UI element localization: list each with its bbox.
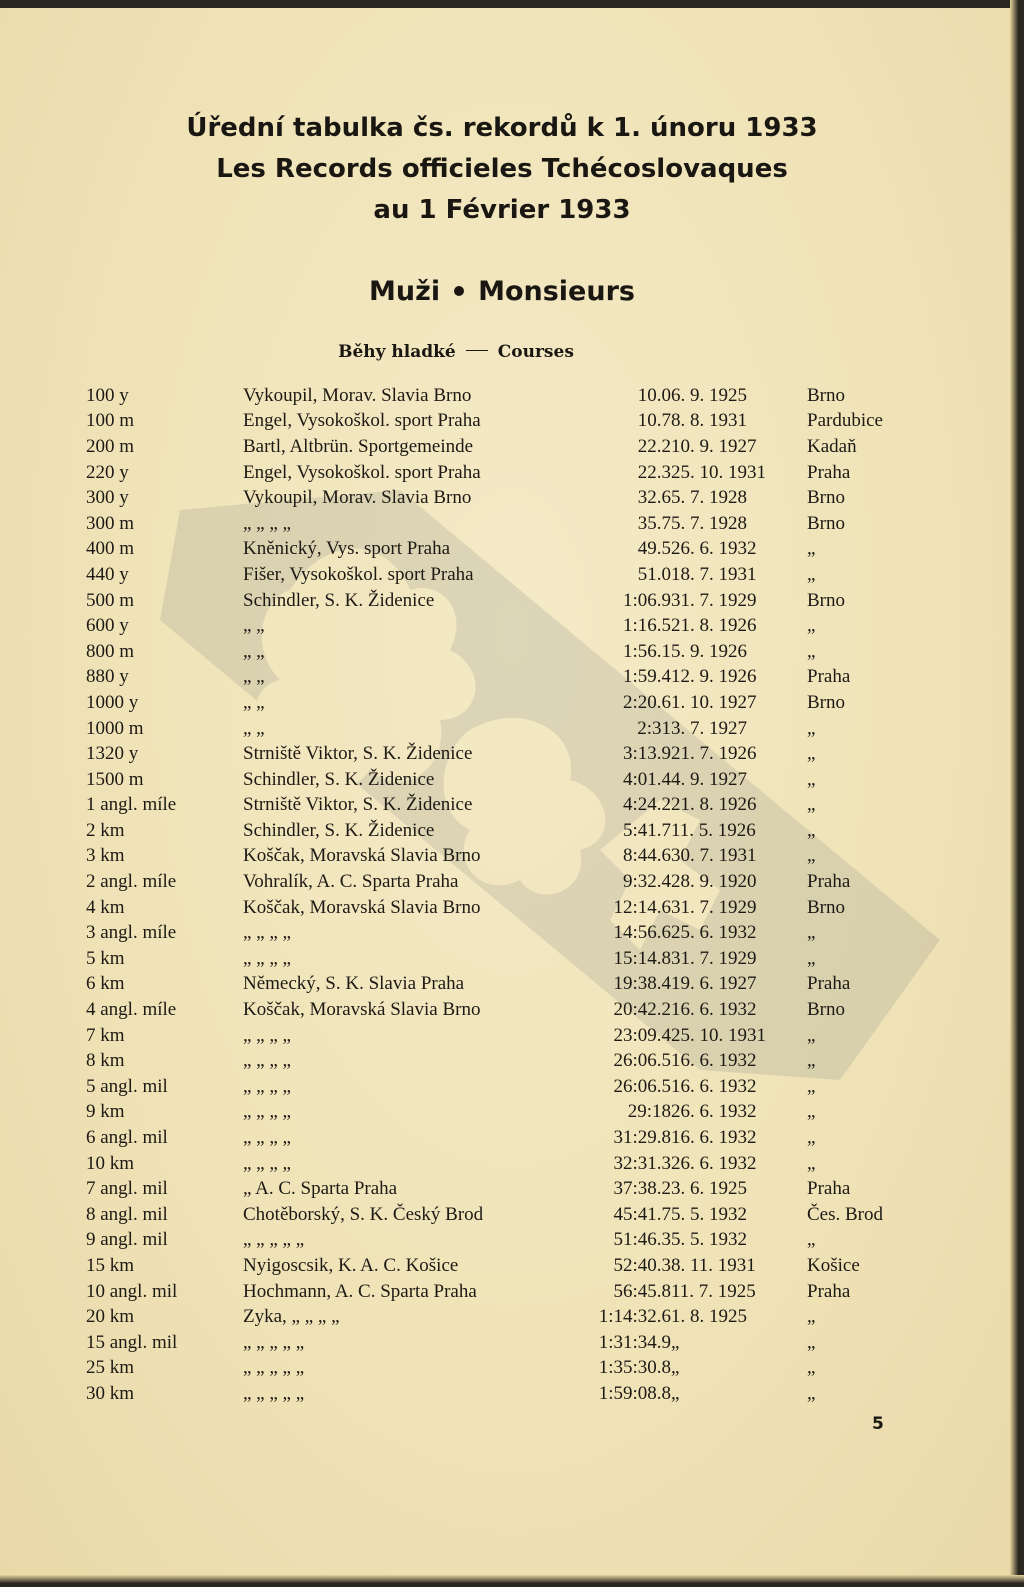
record-date: 5. 9. 1926 [671,640,747,662]
table-row [86,946,917,972]
record-distance: 2 km [86,819,125,841]
record-distance: 3 km [86,845,125,867]
record-date: 30. 7. 1931 [671,845,757,867]
section-title [0,276,1004,307]
record-date: 1. 8. 1925 [671,1306,747,1328]
record-distance: 600 y [86,615,129,637]
record-place: Brno [807,999,845,1021]
record-time: 32.6 [637,487,671,509]
record-holder: „ „ [243,717,265,739]
record-distance: 300 m [86,512,135,534]
record-date: 18. 7. 1931 [671,563,757,585]
record-time: 1:31:34.9 [598,1331,671,1353]
table-row [86,818,917,844]
table-row [86,895,917,921]
record-distance: 500 m [86,589,135,611]
page-number: 5 [872,1414,884,1434]
record-holder: „ „ „ „ „ [243,1357,305,1379]
table-row [86,793,917,819]
table-row [86,844,917,870]
record-place: Pardubice [807,410,883,432]
record-holder: Strniště Viktor, S. K. Židenice [243,743,473,765]
table-row [86,920,917,946]
record-distance: 6 angl. mil [86,1127,168,1149]
record-date: „ [671,1382,680,1404]
record-date: 16. 6. 1932 [671,999,757,1021]
record-date: „ [671,1357,680,1379]
table-row [86,665,917,691]
table-row [86,1253,917,1279]
record-distance: 3 angl. míle [86,922,177,944]
records-table [86,383,917,1407]
record-distance: 300 y [86,487,129,509]
table-row [86,1125,917,1151]
table-row [86,1023,917,1049]
record-distance: 20 km [86,1306,135,1328]
record-holder: „ „ „ „ [243,947,291,969]
table-row [86,1381,917,1407]
record-time: 5:41.7 [622,819,671,841]
table-row [86,869,917,895]
record-place: Praha [807,1178,851,1200]
record-date: 5. 7. 1928 [671,512,747,534]
record-distance: 10 angl. mil [86,1280,178,1302]
record-date: 12. 9. 1926 [671,666,757,688]
record-holder: Kněnický, Vys. sport Praha [243,538,451,560]
record-place: Brno [807,487,845,509]
record-distance: 100 m [86,410,135,432]
record-distance: 440 y [86,563,129,585]
record-holder: „ „ [243,640,265,662]
table-row [86,562,917,588]
record-holder: Fišer, Vysokoškol. sport Praha [243,563,474,585]
record-distance: 1000 y [86,691,139,713]
record-date: 28. 9. 1920 [671,871,757,893]
record-time: 1:06.9 [622,589,671,611]
record-distance: 4 km [86,896,125,918]
record-distance: 1 angl. míle [86,794,177,816]
record-holder: Schindler, S. K. Židenice [243,768,435,790]
record-date: 3. 7. 1927 [671,717,747,739]
record-holder: Engel, Vysokoškol. sport Praha [243,461,481,483]
record-distance: 220 y [86,461,129,483]
record-time: 29:18 [627,1101,671,1123]
record-time: 56:45.8 [613,1280,671,1302]
record-holder: „ A. C. Sparta Praha [243,1178,398,1200]
record-time: 51:46.3 [613,1229,671,1251]
record-distance: 30 km [86,1382,135,1404]
title-line-2: Les Records officieles Tchécoslovaques [216,154,788,184]
record-place: „ [807,538,816,560]
record-place: „ [807,1306,816,1328]
record-time: 37:38.2 [613,1178,671,1200]
record-place: Praha [807,1280,851,1302]
record-date: 5. 5. 1932 [671,1203,747,1225]
record-distance: 25 km [86,1357,135,1379]
record-holder: Vohralík, A. C. Sparta Praha [243,871,459,893]
table-row [86,1330,917,1356]
table-row [86,997,917,1023]
record-time: 15:14.8 [613,947,671,969]
record-holder: Chotěborský, S. K. Český Brod [243,1203,484,1225]
record-distance: 9 km [86,1101,125,1123]
table-row [86,716,917,742]
subsection-title-left: Běhy hladké [338,342,456,362]
record-date: 16. 6. 1932 [671,1127,757,1149]
record-distance: 15 km [86,1254,135,1276]
record-place: Brno [807,896,845,918]
record-time: 1:35:30.8 [598,1357,671,1379]
record-holder: Vykoupil, Morav. Slavia Brno [243,384,472,406]
record-distance: 800 m [86,640,135,662]
record-holder: „ „ „ „ [243,1101,291,1123]
table-row [86,972,917,998]
record-distance: 10 km [86,1152,135,1174]
record-time: 49.5 [637,538,671,560]
record-place: „ [807,819,816,841]
record-date: 1. 10. 1927 [671,691,757,713]
record-time: 2:20.6 [622,691,671,713]
record-time: 1:14:32.6 [598,1306,671,1328]
record-place: Brno [807,691,845,713]
record-holder: „ „ „ „ [243,1024,291,1046]
table-row [86,409,917,435]
section-title-left: Muži [369,276,441,307]
table-row [86,434,917,460]
record-date: 25. 10. 1931 [671,461,766,483]
record-place: Čes. Brod [807,1203,883,1225]
record-date: 16. 6. 1932 [671,1050,757,1072]
record-time: 4:24.2 [622,794,671,816]
record-place: „ [807,743,816,765]
dash-separator [466,350,488,351]
record-distance: 7 angl. mil [86,1178,168,1200]
record-distance: 8 angl. mil [86,1203,168,1225]
record-place: „ [807,1050,816,1072]
record-holder: „ „ „ „ [243,512,291,534]
record-place: „ [807,563,816,585]
record-distance: 5 angl. mil [86,1075,168,1097]
table-row [86,767,917,793]
record-place: Košice [807,1254,860,1276]
records-table-body [86,383,917,1407]
record-holder: „ „ „ „ [243,922,291,944]
record-distance: 5 km [86,947,125,969]
scan-edge-right [1010,0,1024,1587]
record-place: „ [807,947,816,969]
record-place: „ [807,845,816,867]
record-time: 51.0 [637,563,671,585]
record-time: 4:01.4 [622,768,671,790]
table-row [86,1176,917,1202]
table-row [86,1074,917,1100]
record-place: Brno [807,384,845,406]
record-date: 11. 7. 1925 [671,1280,756,1302]
record-time: 22.2 [637,435,671,457]
scan-edge-top [0,0,1024,8]
record-holder: Hochmann, A. C. Sparta Praha [243,1280,477,1302]
record-holder: „ „ „ „ [243,1075,291,1097]
record-holder: „ „ [243,666,265,688]
record-place: Praha [807,871,851,893]
record-holder: „ „ [243,615,265,637]
record-holder: Vykoupil, Morav. Slavia Brno [243,487,472,509]
record-time: 22.3 [637,461,671,483]
table-row [86,1151,917,1177]
bullet-separator [454,286,464,296]
record-time: 31:29.8 [613,1127,671,1149]
title-line-1: Úřední tabulka čs. rekordů k 1. únoru 1933 [186,113,818,143]
record-date: „ [671,1331,680,1353]
record-time: 23:09.4 [613,1024,671,1046]
record-holder: Zyka, „ „ „ „ [243,1306,340,1328]
record-time: 14:56.6 [613,922,671,944]
record-time: 10.7 [637,410,671,432]
record-date: 31. 7. 1929 [671,947,757,969]
record-holder: „ „ „ „ „ [243,1331,305,1353]
record-holder: „ „ „ „ „ [243,1229,305,1251]
record-place: „ [807,1101,816,1123]
record-date: 26. 6. 1932 [671,1101,757,1123]
record-date: 31. 7. 1929 [671,589,757,611]
record-time: 45:41.7 [613,1203,671,1225]
record-time: 26:06.5 [613,1050,671,1072]
record-holder: Schindler, S. K. Židenice [243,819,435,841]
record-time: 10.0 [637,384,671,406]
record-distance: 1320 y [86,743,139,765]
record-distance: 1000 m [86,717,144,739]
subsection-title-right: Courses [497,342,574,362]
record-place: „ [807,1229,816,1251]
record-time: 1:56.1 [622,640,671,662]
record-time: 19:38.4 [613,973,671,995]
table-row [86,1356,917,1382]
record-time: 32:31.3 [613,1152,671,1174]
record-holder: Strniště Viktor, S. K. Židenice [243,794,473,816]
record-place: „ [807,1127,816,1149]
record-distance: 6 km [86,973,125,995]
record-place: „ [807,794,816,816]
section-title-right: Monsieurs [478,276,635,307]
record-holder: „ „ „ „ [243,1152,291,1174]
table-row [86,511,917,537]
record-date: 8. 11. 1931 [671,1254,756,1276]
record-time: 20:42.2 [613,999,671,1021]
record-time: 35.7 [637,512,671,534]
record-date: 21. 8. 1926 [671,794,757,816]
record-place: Brno [807,512,845,534]
record-date: 3. 6. 1925 [671,1178,747,1200]
record-distance: 200 m [86,435,135,457]
record-holder: „ „ „ „ [243,1127,291,1149]
record-holder: „ „ „ „ [243,1050,291,1072]
record-date: 26. 6. 1932 [671,538,757,560]
record-place: „ [807,1075,816,1097]
record-time: 1:16.5 [622,615,671,637]
record-place: „ [807,1382,816,1404]
title-line-3: au 1 Février 1933 [373,195,631,225]
record-date: 21. 7. 1926 [671,743,757,765]
record-distance: 15 angl. mil [86,1331,178,1353]
record-holder: Koščak, Moravská Slavia Brno [243,896,481,918]
table-row [86,460,917,486]
table-row [86,741,917,767]
table-row [86,1100,917,1126]
record-time: 12:14.6 [613,896,671,918]
record-holder: „ „ [243,691,265,713]
table-row [86,690,917,716]
record-date: 8. 8. 1931 [671,410,747,432]
record-holder: Engel, Vysokoškol. sport Praha [243,410,481,432]
table-row [86,1048,917,1074]
record-holder: Nyigoscsik, K. A. C. Košice [243,1254,459,1276]
scan-edge-bottom [0,1575,1024,1587]
record-place: Brno [807,589,845,611]
record-place: Praha [807,666,851,688]
record-time: 9:32.4 [622,871,671,893]
record-date: 16. 6. 1932 [671,1075,757,1097]
table-row [86,1202,917,1228]
record-holder: Německý, S. K. Slavia Praha [243,973,465,995]
record-place: „ [807,1152,816,1174]
record-time: 26:06.5 [613,1075,671,1097]
record-distance: 100 y [86,384,129,406]
record-time: 2:31 [637,717,671,739]
table-row [86,613,917,639]
record-time: 1:59.4 [622,666,671,688]
record-place: „ [807,768,816,790]
record-place: „ [807,1331,816,1353]
record-date: 5. 5. 1932 [671,1229,747,1251]
record-distance: 880 y [86,666,129,688]
record-time: 1:59:08.8 [598,1382,671,1404]
record-place: „ [807,922,816,944]
record-distance: 9 angl. mil [86,1229,168,1251]
table-row [86,485,917,511]
table-row [86,1279,917,1305]
record-distance: 1500 m [86,768,144,790]
record-time: 52:40.3 [613,1254,671,1276]
table-row [86,383,917,409]
table-row [86,588,917,614]
record-date: 25. 6. 1932 [671,922,757,944]
record-date: 31. 7. 1929 [671,896,757,918]
record-holder: Koščak, Moravská Slavia Brno [243,999,481,1021]
table-row [86,1304,917,1330]
record-date: 26. 6. 1932 [671,1152,757,1174]
record-place: „ [807,717,816,739]
record-date: 25. 10. 1931 [671,1024,766,1046]
record-holder: Bartl, Altbrün. Sportgemeinde [243,435,474,457]
subsection-title [0,342,912,362]
record-distance: 8 km [86,1050,125,1072]
record-place: Kadaň [807,435,857,457]
record-distance: 400 m [86,538,135,560]
record-date: 10. 9. 1927 [671,435,757,457]
record-time: 3:13.9 [622,743,671,765]
record-place: „ [807,1024,816,1046]
record-date: 4. 9. 1927 [671,768,747,790]
record-distance: 4 angl. míle [86,999,177,1021]
record-time: 8:44.6 [622,845,671,867]
table-row [86,1228,917,1254]
record-holder: „ „ „ „ „ [243,1382,305,1404]
record-date: 11. 5. 1926 [671,819,756,841]
record-date: 21. 8. 1926 [671,615,757,637]
table-row [86,537,917,563]
record-date: 19. 6. 1927 [671,973,757,995]
record-distance: 2 angl. míle [86,871,177,893]
record-place: „ [807,640,816,662]
record-holder: Schindler, S. K. Židenice [243,589,435,611]
record-place: Praha [807,461,851,483]
record-place: Praha [807,973,851,995]
record-date: 5. 7. 1928 [671,487,747,509]
table-row [86,639,917,665]
record-place: „ [807,615,816,637]
record-date: 6. 9. 1925 [671,384,747,406]
record-holder: Koščak, Moravská Slavia Brno [243,845,481,867]
record-distance: 7 km [86,1024,125,1046]
record-place: „ [807,1357,816,1379]
